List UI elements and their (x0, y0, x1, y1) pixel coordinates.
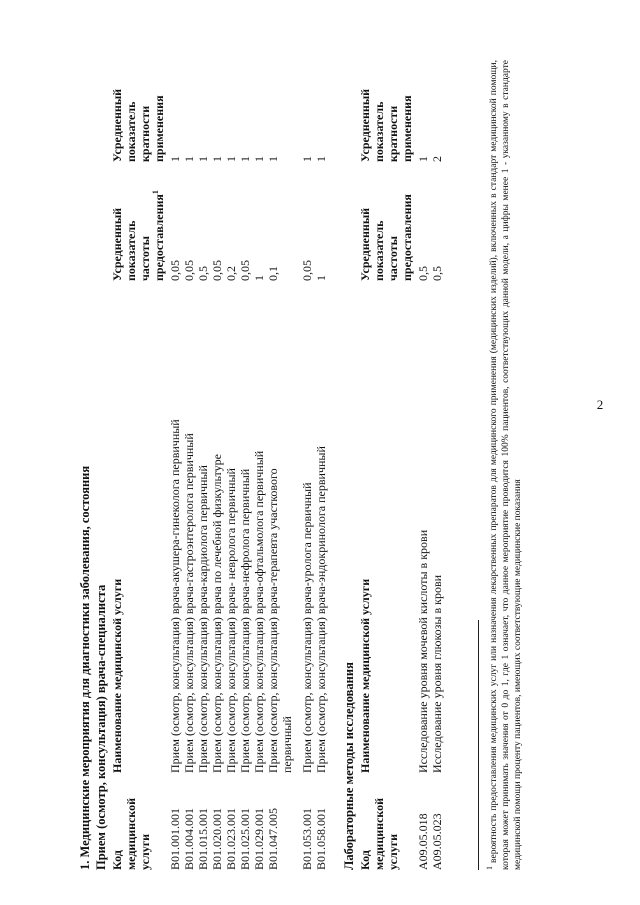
multiplicity-value: 1 (300, 156, 314, 162)
frequency-value: 0,05 (168, 260, 182, 281)
multiplicity-value: 1 (182, 156, 196, 162)
service-name (196, 465, 210, 773)
section-title: 1. Медицинские мероприятия для диагностики заболевания, состояния (78, 465, 92, 870)
service-name (224, 468, 238, 773)
service-code: B01.020.001 (210, 807, 224, 870)
multiplicity-value: 1 (266, 156, 280, 162)
multiplicity-value: 1 (314, 156, 328, 162)
footnote: $^1$ вероятность предоставления медицинских услуг или назначения лекарственных препаратов для медицинского применения (медицинских изделий), включенных в стандарт медицинской помощи, которая может принимать значения от 0 до 1, где 1 означает, что данное мероприятие проводится 100% пациентов, соответствующих данной модели, а цифры менее 1 - указанному в стандарте медицинской помощи проценту пациентов, имеющих соответствующие медицинские показания (484, 60, 523, 870)
multiplicity-value: 1 (252, 156, 266, 162)
lab-section-title: Лабораторные методы исследования (342, 662, 356, 870)
header-frequency: Усредненный показатель частоты предоставления$^1$ (110, 190, 166, 281)
service-name-line: первичный (280, 716, 294, 773)
service-code: B01.025.001 (238, 807, 252, 870)
frequency-value: 1 (252, 275, 266, 281)
service-code: B01.047.005 (266, 807, 280, 870)
service-name (182, 433, 196, 773)
multiplicity-value: 1 (196, 156, 210, 162)
multiplicity-value: 1 (210, 156, 224, 162)
service-name-line: Прием (осмотр, консультация) врача- невролога первичный (224, 468, 238, 773)
service-name-line: Исследование уровня глюкозы в крови (430, 574, 444, 773)
service-name (314, 446, 328, 773)
service-name-line: Прием (осмотр, консультация) врача-нефролога первичный (238, 468, 252, 773)
service-code: B01.001.001 (168, 807, 182, 870)
multiplicity-value: 1 (416, 156, 430, 162)
service-code: B01.029.001 (252, 807, 266, 870)
frequency-value: 0,5 (416, 266, 430, 281)
service-name-line: Прием (осмотр, консультация) врача-акушера-гинеколога первичный (168, 419, 182, 773)
frequency-value: 0,2 (224, 266, 238, 281)
service-name-line: Прием (осмотр, консультация) врача-уролога первичный (300, 482, 314, 773)
subsection-title: Прием (осмотр, консультация) врача-специалиста (94, 584, 108, 870)
service-name (252, 451, 266, 773)
lab-header-name: Наименование медицинской услуги (358, 578, 372, 773)
service-name-line: Прием (осмотр, консультация) врача-эндокринолога первичный (314, 446, 328, 773)
service-name (168, 419, 182, 773)
frequency-value: 0,5 (196, 266, 210, 281)
frequency-value: 0,05 (182, 260, 196, 281)
multiplicity-value: 1 (238, 156, 252, 162)
service-code: B01.058.001 (314, 807, 328, 870)
multiplicity-value: 2 (430, 156, 444, 162)
frequency-value: 0,05 (300, 260, 314, 281)
frequency-value: 0,5 (430, 266, 444, 281)
frequency-value: 1 (314, 275, 328, 281)
service-name-line: Прием (осмотр, консультация) врача по лечебной физкультуре (210, 454, 224, 773)
service-name (210, 454, 224, 773)
service-name (416, 530, 430, 773)
lab-header-code: Код медицинской услуги (358, 797, 400, 870)
header-multiplicity: Усредненный показатель кратности применения (110, 88, 166, 162)
service-name (266, 468, 294, 773)
footnote-divider (478, 620, 479, 870)
rotated-page (48, 48, 608, 878)
service-code: B01.053.001 (300, 807, 314, 870)
service-code: A09.05.018 (416, 813, 430, 870)
service-code: B01.015.001 (196, 807, 210, 870)
frequency-value: 0,05 (210, 260, 224, 281)
frequency-value: 0,05 (238, 260, 252, 281)
page-number: 2 (596, 396, 604, 412)
multiplicity-value: 1 (224, 156, 238, 162)
service-name (238, 469, 252, 773)
multiplicity-value: 1 (168, 156, 182, 162)
service-name (430, 575, 444, 773)
service-code: B01.004.001 (182, 807, 196, 870)
service-code: A09.05.023 (430, 813, 444, 870)
service-name-line: Прием (осмотр, консультация) врача-кардиолога первичный (196, 465, 210, 773)
service-name-line: Прием (осмотр, консультация) врача-офтальмолога первичный (252, 450, 266, 773)
service-name-line: Прием (осмотр, консультация) врача-гастроэнтеролога первичный (182, 433, 196, 773)
header-code: Код медицинской услуги (110, 797, 152, 870)
header-name: Наименование медицинской услуги (110, 578, 124, 773)
frequency-value: 0,1 (266, 266, 280, 281)
lab-header-frequency: Усредненный показатель частоты предоставления (358, 194, 414, 281)
service-name-line: Прием (осмотр, консультация) врача-терапевта участкового (266, 468, 280, 773)
service-code: B01.023.001 (224, 807, 238, 870)
lab-header-multiplicity: Усредненный показатель кратности применения (358, 88, 414, 162)
service-name-line: Исследование уровня мочевой кислоты в крови (416, 529, 430, 773)
service-name (300, 482, 314, 773)
